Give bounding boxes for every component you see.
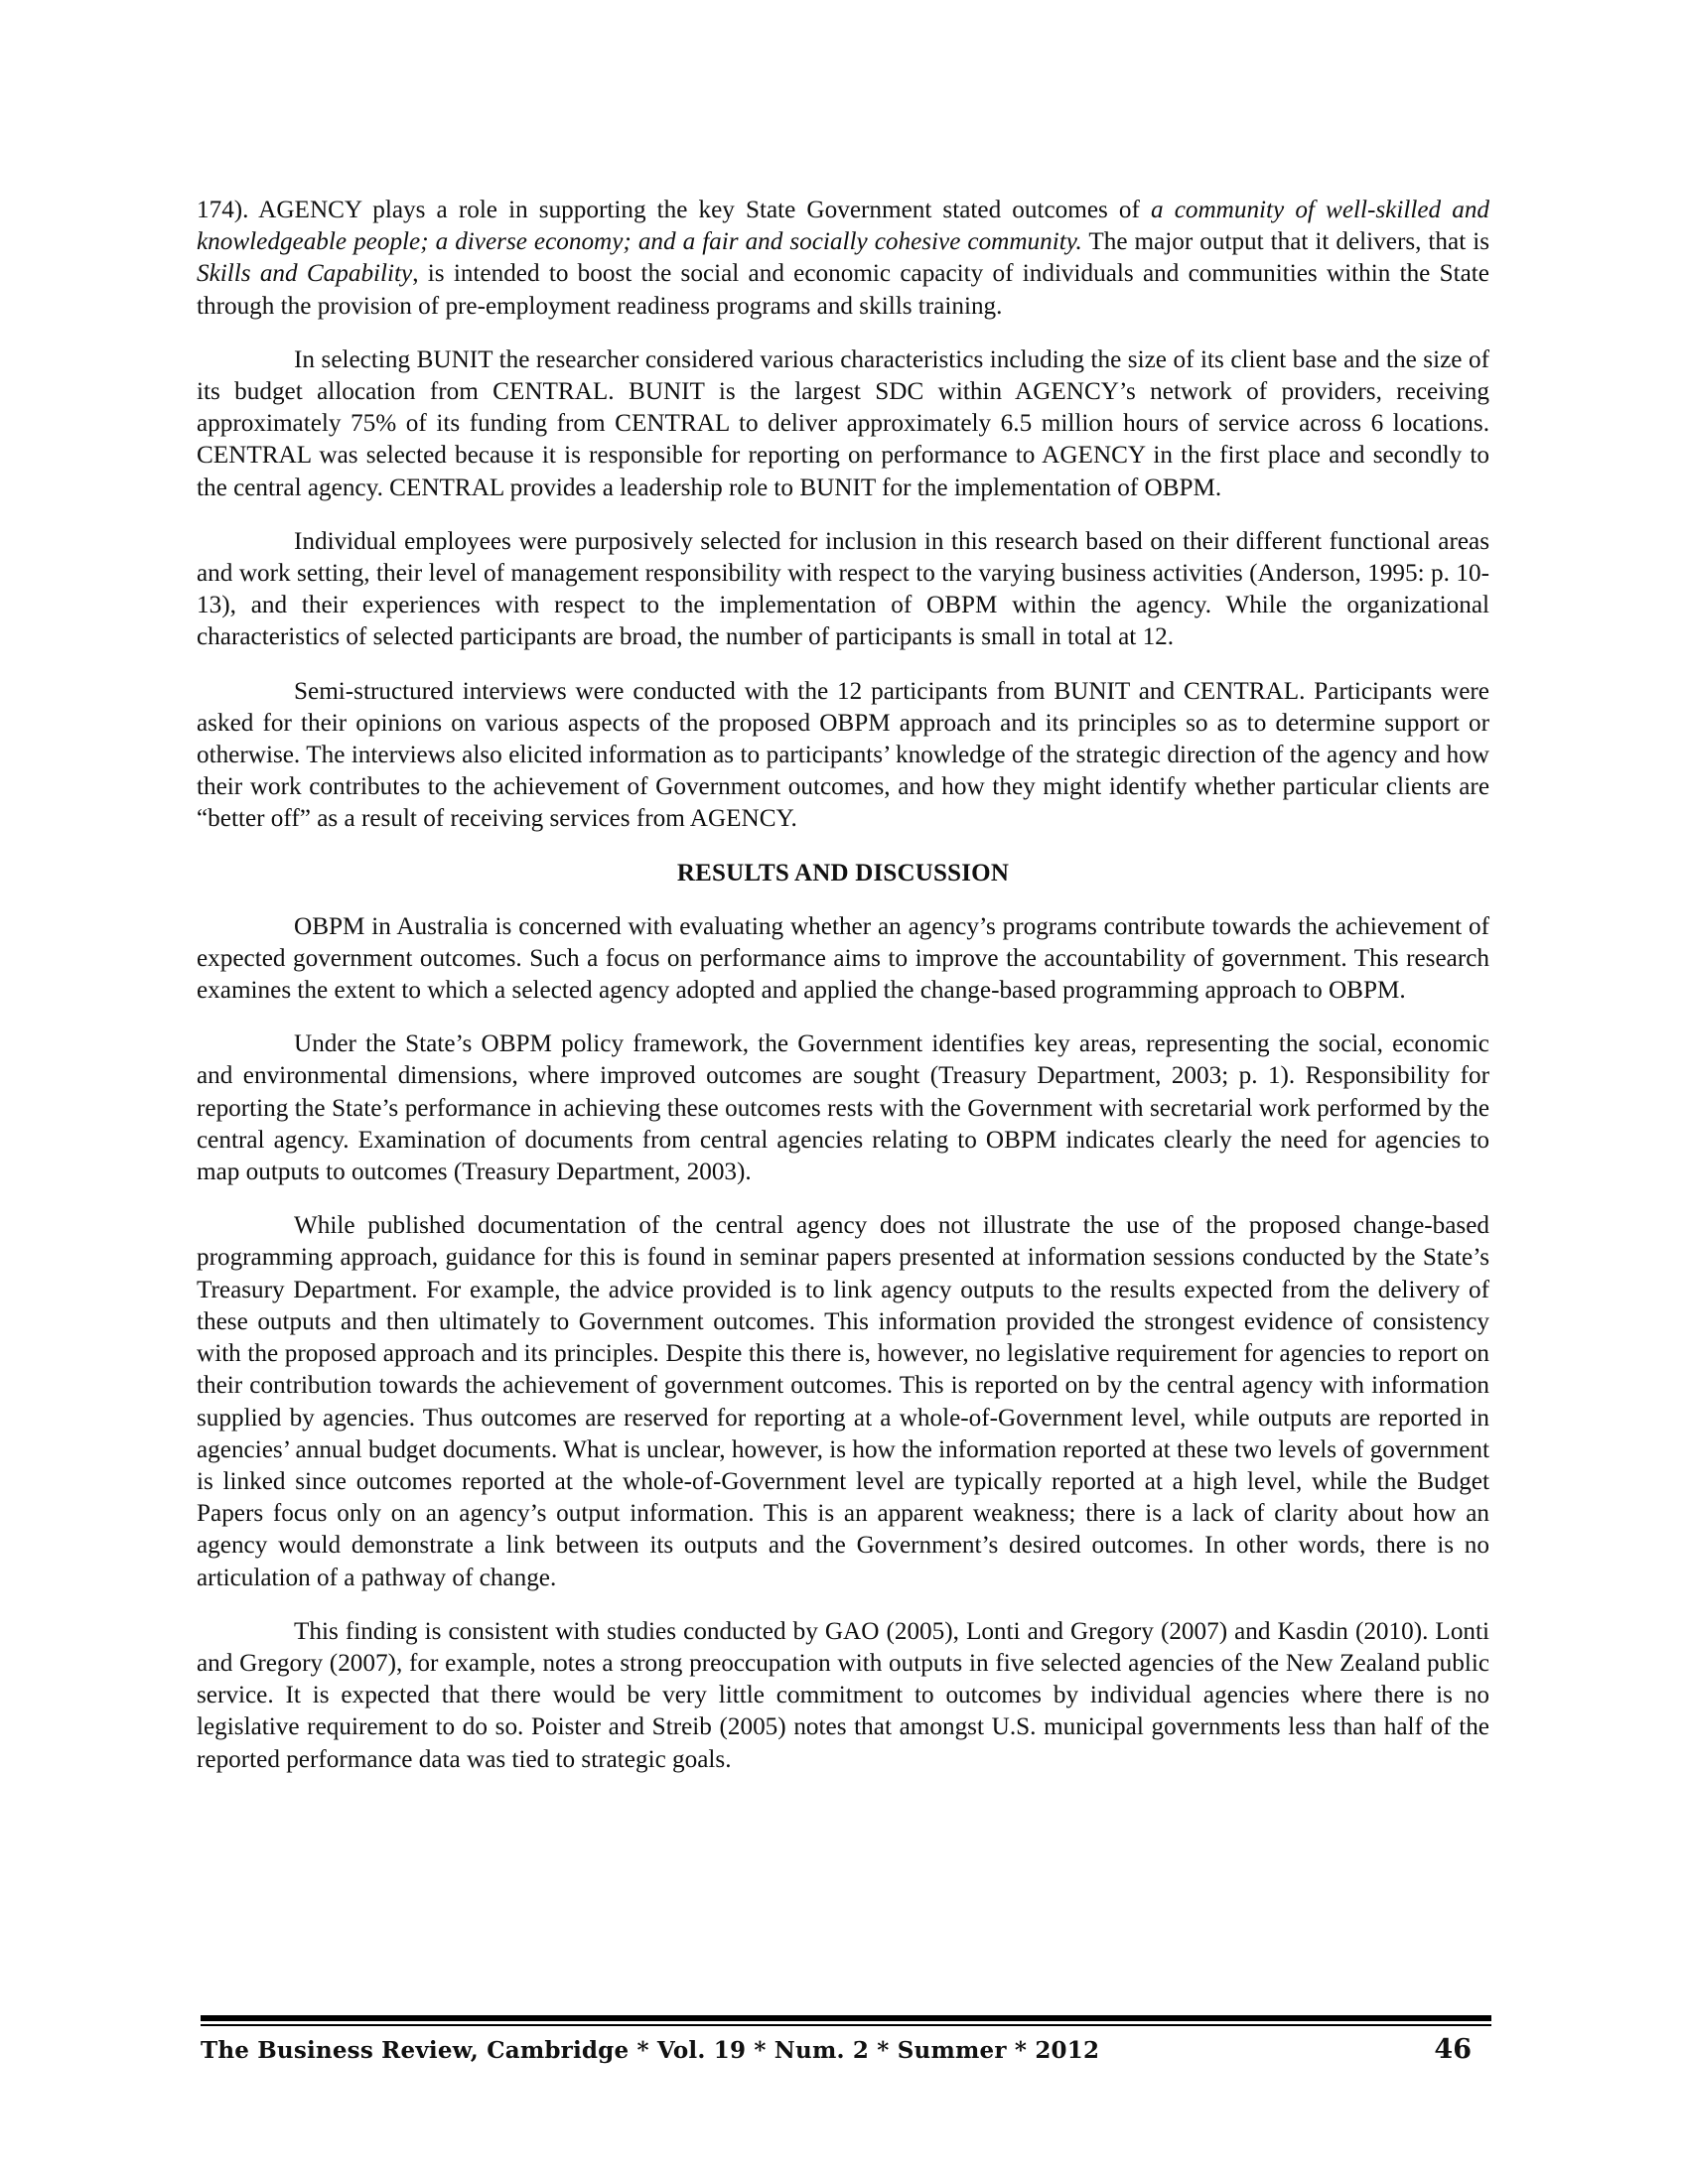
paragraph-text: Under the State’s OBPM policy framework, the Government identifies key areas, representing the social, economic and environmental dimensions, where improved outcomes are sought (Treasury Department, 2003; p. 1). Responsibility for reporting the State’s performance in achieving these outcomes rests with the Government with secretarial work performed by the central agency. Examination of documents from central agencies relating to OBPM indicates clearly the need for agencies to map outputs to outcomes (Treasury Department, 2003). <box>197 1030 1489 1186</box>
page-footer <box>201 2015 1491 2065</box>
results-section <box>197 911 1489 1776</box>
body-paragraph <box>197 676 1489 836</box>
paragraph-text: 174). AGENCY plays a role in supporting the key State Government stated outcomes of <box>197 197 1152 223</box>
footer-row <box>201 2034 1491 2065</box>
body-paragraph <box>197 1210 1489 1593</box>
paragraph-text: Individual employees were purposively selected for inclusion in this research based on their different functional areas and work setting, their level of management responsibility with respect to the varying business activities (Anderson, 1995: p. 10-13), and their experiences with respect to the implementation of OBPM within the agency. While the organizational characteristics of selected participants are broad, the number of participants is small in total at 12. <box>197 527 1489 651</box>
italic-text: Skills and Capability <box>197 260 413 288</box>
italic-text: a community of well-skilled and knowledgeable people; a diverse economy; and a fair and socially cohesive community. <box>197 197 1490 256</box>
paragraph-text: This finding is consistent with studies conducted by GAO (2005), Lonti and Gregory (2007) and Kasdin (2010). Lonti and Gregory (2007), for example, notes a strong preoccupation with outputs in five selected agencies of the New Zealand public service. It is expected that there would be very little commitment to outcomes by individual agencies where there is no legislative requirement to do so. Poister and Streib (2005) notes that amongst U.S. municipal governments less than half of the reported performance data was tied to strategic goals. <box>197 1617 1489 1773</box>
paragraph-text: In selecting BUNIT the researcher considered various characteristics including the size of its client base and the size of its budget allocation from CENTRAL. BUNIT is the largest SDC within AGENCY’s network of providers, receiving approximately 75% of its funding from CENTRAL to deliver approximately 6.5 million hours of service across 6 locations. CENTRAL was selected because it is responsible for reporting on performance to AGENCY in the first place and secondly to the central agency. CENTRAL provides a leadership role to BUNIT for the implementation of OBPM. <box>197 345 1489 501</box>
article-body <box>197 195 1489 1798</box>
paragraph-text: The major output that it delivers, that is <box>1081 228 1490 256</box>
body-paragraph <box>197 195 1489 323</box>
body-paragraph <box>197 1028 1489 1188</box>
intro-section <box>197 195 1489 836</box>
paragraph-text: , is intended to boost the social and economic capacity of individuals and communities within the State through the provision of pre-employment readiness programs and skills training. <box>197 260 1489 320</box>
body-paragraph <box>197 1616 1489 1776</box>
footer-rule-thin <box>201 2024 1491 2026</box>
body-paragraph <box>197 344 1489 504</box>
journal-citation: The Business Review, Cambridge * Vol. 19 * Num. 2 * Summer * 2012 <box>201 2037 1100 2064</box>
paragraph-text: While published documentation of the central agency does not illustrate the use of the proposed change-based programming approach, guidance for this is found in seminar papers presented at information sessions conducted by the State’s Treasury Department. For example, the advice provided is to link agency outputs to the results expected from the delivery of these outputs and then ultimately to Government outcomes. This information provided the strongest evidence of consistency with the proposed approach and its principles. Despite this there is, however, no legislative requirement for agencies to report on their contribution towards the achievement of government outcomes. This is reported on by the central agency with information supplied by agencies. Thus outcomes are reserved for reporting at a whole-of-Government level, while outputs are reported in agencies’ annual budget documents. What is unclear, however, is how the information reported at these two levels of government is linked since outcomes reported at the whole-of-Government level are typically reported at a high level, while the Budget Papers focus only on an agency’s output information. This is an apparent weakness; there is a lack of clarity about how an agency would demonstrate a link between its outputs and the Government’s desired outcomes. In other words, there is no articulation of a pathway of change. <box>197 1212 1489 1591</box>
paragraph-text: Semi-structured interviews were conducted with the 12 participants from BUNIT and CENTRAL. Participants were asked for their opinions on various aspects of the proposed OBPM approach and its principles so as to determine support or otherwise. The interviews also elicited information as to participants’ knowledge of the strategic direction of the agency and how their work contributes to the achievement of Government outcomes, and how they might identify whether particular clients are “better off” as a result of receiving services from AGENCY. <box>197 677 1489 833</box>
body-paragraph <box>197 911 1489 1008</box>
body-paragraph <box>197 526 1489 654</box>
footer-rule-thick <box>201 2015 1491 2021</box>
page-number: 46 <box>1434 2034 1472 2065</box>
paragraph-text: OBPM in Australia is concerned with evaluating whether an agency’s programs contribute towards the achievement of expected government outcomes. Such a focus on performance aims to improve the accountability of government. This research examines the extent to which a selected agency adopted and applied the change-based programming approach to OBPM. <box>197 912 1489 1005</box>
section-heading-results: RESULTS AND DISCUSSION <box>676 859 1010 887</box>
